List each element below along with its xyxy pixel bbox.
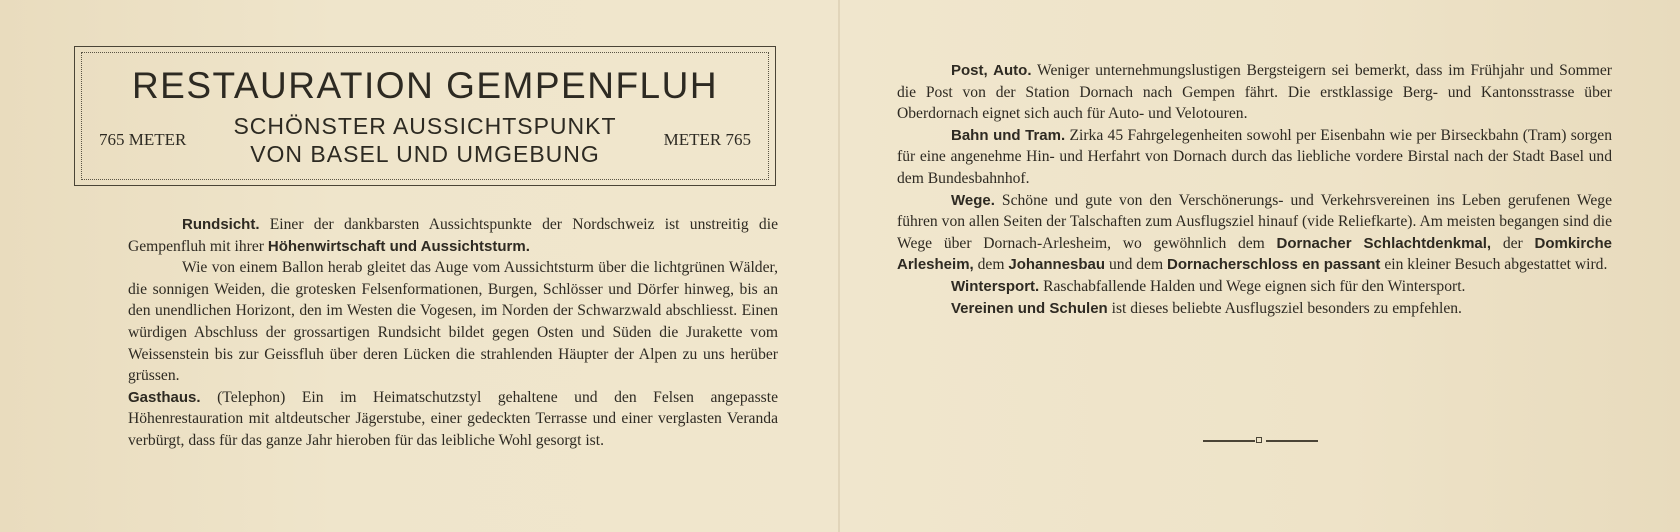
bahn-text: Zirka 45 Fahrgelegenheiten sowohl per Eisenbahn wie per Birseckbahn (Tram) sorgen für eine angenehme Hin- und Herfahrt von Dornach durch das liebliche vordere Birstal nach der Stadt Basel und dem Bundesbahnhof. bbox=[897, 126, 1612, 187]
end-ornament bbox=[1203, 437, 1318, 445]
wege-text-2: der bbox=[1502, 234, 1523, 252]
rundsicht-bold: Höhenwirtschaft und Aussichtsturm. bbox=[267, 237, 530, 255]
winter-paragraph bbox=[897, 276, 1612, 298]
right-column bbox=[897, 60, 1612, 319]
altitude-left: 765 METER bbox=[99, 130, 187, 149]
winter-heading: Wintersport. bbox=[951, 277, 1040, 295]
post-paragraph bbox=[897, 60, 1612, 125]
vereine-paragraph bbox=[897, 298, 1612, 320]
restaurant-title: RESTAURATION GEMPENFLUH bbox=[131, 65, 719, 106]
wege-text-4: und dem bbox=[1108, 256, 1164, 274]
vereine-text: ist dieses beliebte Ausflugsziel besonders zu empfehlen. bbox=[1111, 299, 1462, 317]
post-text: Weniger unternehmungslustigen Bergsteigern sei bemerkt, dass im Frühjahr und Sommer die Post von der Station Dornach nach Gempen fährt. Die erstklassige Berg- und Kantonsstrasse über Oberdornach eignet sich auch für Auto- und Velotouren. bbox=[897, 62, 1612, 123]
rundsicht-paragraph-2: Wie von einem Ballon herab gleitet das Auge vom Aussichtsturm über die lichtgrünen Wälder, die sonnigen Weiden, die grotesken Felsenformationen, Burgen, Schlösser und Dörfer hinweg, bis an den unendlichen Horizont, den im Westen die Vogesen, im Norden der Schwarzwald abschliesst. Einen würdigen Abschluss der grossartigen Rundsicht bildet gegen Osten und Süden die Jurakette vom Weissenstein bis zur Geissfluh über deren Lücken die strahlenden Häupter der Alpen zu uns herüber grüssen. bbox=[128, 259, 778, 385]
subtitle-block bbox=[75, 113, 775, 175]
wege-bold-schlachtdenkmal: Dornacher Schlachtdenkmal, bbox=[1276, 234, 1492, 252]
ornament-line-left bbox=[1203, 440, 1255, 442]
wege-bold-dornacherschloss: Dornacherschloss en passant bbox=[1167, 256, 1381, 274]
gasthaus-paragraph bbox=[128, 387, 778, 452]
left-column bbox=[128, 214, 778, 452]
ornament-line-right bbox=[1266, 440, 1318, 442]
wege-paragraph bbox=[897, 190, 1612, 276]
bahn-heading: Bahn und Tram. bbox=[951, 126, 1066, 144]
post-heading: Post, Auto. bbox=[951, 62, 1032, 79]
rundsicht-paragraph bbox=[128, 214, 778, 257]
gasthaus-heading: Gasthaus. bbox=[128, 388, 201, 406]
gasthaus-text: (Telephon) Ein im Heimatschutzstyl gehaltene und den Felsen angepasste Höhenrestauration mit altdeutscher Jägerstube, einer gedeckten Terrasse und einer verglasten Veranda verbürgt, dass für das ganze Jahr hieroben für das leibliche Wohl gesorgt ist. bbox=[128, 388, 778, 449]
wege-text-1: Schöne und gute von den Verschönerungs- und Verkehrsvereinen ins Leben gerufenen Wege führen von allen Seiten der Talschaften zum Ausflugsziel hinauf (vide Reliefkarte). Am meisten begangen sind die Wege über Dornach-Arlesheim, wo gewöhnlich dem bbox=[897, 191, 1612, 252]
wege-bold-domkirche: Domkirche Arlesheim, bbox=[897, 234, 1613, 274]
title-box bbox=[74, 46, 776, 186]
vereine-heading: Vereinen und Schulen bbox=[951, 299, 1108, 317]
altitude-right: METER 765 bbox=[663, 130, 751, 149]
wege-bold-johannesbau: Johannesbau bbox=[1008, 256, 1106, 274]
ornament-center-square bbox=[1256, 437, 1262, 443]
rundsicht-heading: Rundsicht. bbox=[182, 216, 260, 233]
winter-text: Raschabfallende Halden und Wege eignen sich für den Wintersport. bbox=[1043, 277, 1466, 295]
subtitle-line-2: VON BASEL UND UMGEBUNG bbox=[250, 141, 600, 167]
bahn-paragraph bbox=[897, 125, 1612, 190]
rundsicht-text: Einer der dankbarsten Aussichtspunkte der Nordschweiz ist unstreitig die Gempenfluh mit ihrer bbox=[128, 216, 778, 255]
subtitle-line-1: SCHÖNSTER AUSSICHTSPUNKT bbox=[233, 113, 617, 139]
page-fold bbox=[838, 0, 840, 532]
wege-text-5: ein kleiner Besuch abgestattet wird. bbox=[1384, 256, 1608, 274]
wege-heading: Wege. bbox=[951, 191, 995, 209]
wege-text-3: dem bbox=[977, 256, 1005, 274]
